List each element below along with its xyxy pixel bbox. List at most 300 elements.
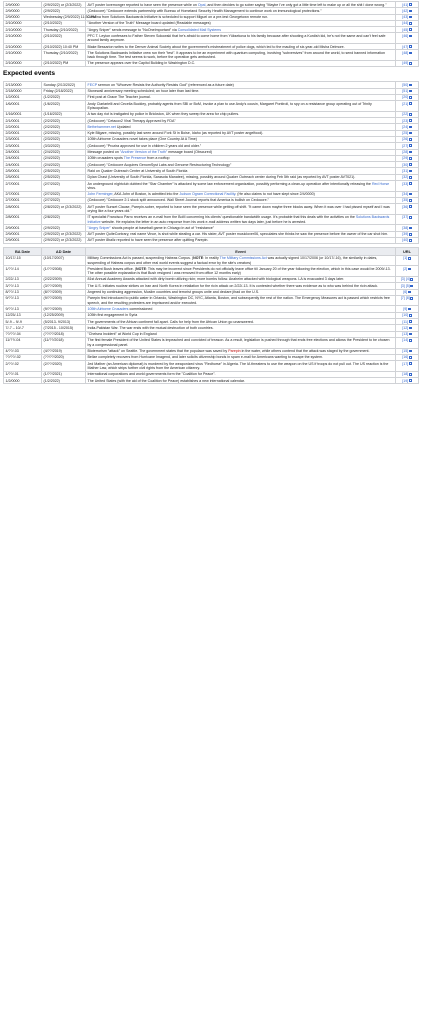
ad-date-cell: (2/??/2020)	[42, 361, 86, 372]
citation-link[interactable]: [3] [4]	[400, 277, 410, 282]
event-link[interactable]: The Military Commissions Act	[219, 256, 267, 261]
citation-link[interactable]: [7] [8]	[400, 296, 410, 301]
citation-link[interactable]: [30]	[402, 162, 409, 167]
citation-link[interactable]: [29]	[402, 156, 409, 161]
ba-date-cell: 2/18/0000	[4, 88, 42, 94]
external-link-icon	[409, 373, 412, 376]
event-text: 105th Airborne Crusaders novel takes place (One Country At A Time)	[87, 137, 197, 142]
ba-date-cell: 2/4/0001	[4, 149, 42, 155]
ad-date-cell: (2/9/2022) or (2/3/2022)	[42, 231, 86, 237]
citation-link[interactable]: [21]	[402, 101, 409, 106]
external-link-icon	[409, 45, 412, 48]
ba-date-cell: 2/8/0001	[4, 214, 42, 225]
event-text: Military Commissions Act is passed, suspending Habeas Corpus. (	[87, 256, 194, 261]
external-link-icon	[409, 227, 412, 230]
ba-date-cell: 7/-7 – 10/-7	[4, 325, 42, 331]
citation-link[interactable]: [16]	[402, 355, 409, 360]
external-link-icon	[409, 84, 412, 87]
external-link-icon	[409, 320, 412, 323]
external-link-icon	[409, 138, 412, 141]
ba-date-cell: 2/4/0001	[4, 155, 42, 161]
ad-date-cell: (1/2/2022)	[42, 378, 86, 384]
event-text: Angered by continuing aggression, Muslim countries and terrorist groups unite and declare jihad on the U.S.	[87, 290, 260, 295]
ba-date-cell: 2/1/0001	[4, 118, 42, 124]
external-link-icon	[409, 119, 412, 122]
event-text: The Solutions Backwards Initiative crew run their "test". It appears to be an experiment with quantum computing, involving "subversives" from around the world, to send banned information back through time. The test seems to work, before the operation gets ambushed.	[87, 50, 386, 60]
external-link-icon	[409, 199, 412, 202]
citation-link[interactable]: [40]	[402, 238, 409, 243]
event-cell	[86, 266, 396, 277]
event-cell	[86, 237, 396, 243]
ba-date-cell: 10/17/-15	[4, 255, 42, 266]
event-cell	[86, 33, 396, 44]
event-text: Carolina from Solutions Backwards Initiative is scheduled to support Miguel on a pre-test Georgetown remote run.	[87, 15, 269, 20]
ba-date-cell: 2/3/0001	[4, 136, 42, 142]
citation-link[interactable]: [39]	[402, 232, 409, 237]
citation-link[interactable]: [26]	[402, 137, 409, 142]
table-row	[4, 337, 419, 348]
event-cell	[86, 214, 396, 225]
ad-date-cell: (1/??/2008)	[42, 266, 86, 277]
event-text: (Cedocore) "Cedocore extends partnership with Bureau of Homeland Security Health Management to continue work on immunological protections."	[87, 8, 322, 13]
history-events-table	[3, 247, 419, 384]
event-text: An underground nightclub dubbed the "Star Chamber" is attacked by some law enforcement organization, possibly performing a clean-up operation after intentionally releasing the	[87, 181, 372, 186]
ad-date-cell: (3/3/2022)	[42, 143, 86, 149]
table-header-row	[4, 248, 419, 256]
ba-date-cell: 2/13/0000	[4, 82, 42, 88]
citation-link[interactable]: [45]	[402, 27, 409, 32]
event-link[interactable]: "Angry Sniper"	[87, 225, 111, 230]
event-text: shoots people at baseball game in Chicago in act of "resistance"	[110, 225, 215, 230]
citation-link[interactable]: [19]	[402, 378, 409, 383]
external-link-icon	[409, 362, 412, 365]
ad-date-cell: (2/5/2022)	[42, 168, 86, 174]
ba-date-cell: 2/22/-13	[4, 276, 42, 282]
event-text: "Angry Sniper" sends message to "NoOneImportant" via	[87, 27, 178, 32]
event-text: AVT poster lovemonger reported to have seen the presence while on	[87, 2, 198, 7]
event-text: website. He explains the letter in an auto response from his work e-mail address written two days later, just before he is arrested.	[100, 219, 307, 224]
event-text: Andy Ciarlarielli and Cecelia Buckley, probably agents from SBI or BoM, invoke a plan to use Andy's cousin, Margaret Pontiroli, to spy on a resistance group operating out of Trinity Episcopalian.	[87, 101, 372, 110]
table-row	[4, 181, 419, 192]
ad-date-cell: (2/7/2022)	[42, 197, 86, 203]
event-redlink[interactable]: Parepin	[228, 349, 241, 354]
citation-link[interactable]: [33]	[402, 181, 409, 186]
ad-date-cell: (2/4/2022)	[42, 149, 86, 155]
event-text: 105th crusaders spots	[87, 156, 124, 161]
event-text: AVT poster 8ballz reported to have seen the presence after quitting Parepin.	[87, 238, 209, 243]
ad-date-cell: (2/4/2022)	[42, 162, 86, 168]
ad-date-cell: (7/2015 - 10/2015)	[42, 325, 86, 331]
external-link-icon	[409, 379, 412, 382]
table-row	[4, 237, 419, 243]
event-text: The first female President of the United States is impeached and convicted of treason. As a result, legislation is pushed through that ends free elections and allows the President to be chosen by a congressional panel.	[87, 338, 390, 347]
event-link[interactable]: "Another Version of the Truth"	[119, 150, 168, 155]
event-link[interactable]: John Ferminger	[87, 192, 113, 197]
ba-date-cell: 9/??/-13	[4, 295, 42, 306]
ad-date-cell: Thursday (2/10/2022)	[42, 50, 86, 61]
ad-date-cell: (1/6/2022)	[42, 101, 86, 112]
ba-date-cell: 5/-9 – 9/-9	[4, 319, 42, 325]
url-cell	[396, 50, 419, 61]
ba-date-cell: 1/2/0000	[4, 378, 42, 384]
event-cell	[86, 101, 396, 112]
citation-link[interactable]: [44]	[402, 21, 409, 26]
ba-date-cell: 9/??/-13	[4, 306, 42, 312]
citation-link[interactable]: [32]	[402, 175, 409, 180]
ad-date-cell: (2/3/2022)	[42, 136, 86, 142]
event-link[interactable]: Bethehammer.net	[87, 124, 116, 129]
event-link[interactable]: Consolidated Mail Systems	[177, 27, 222, 32]
event-cell	[86, 181, 396, 192]
external-link-icon	[409, 216, 412, 219]
event-text: 81st Annual Academy Awards attacked with dirty bomb utilizing ricin; more bombs follow. Anaheim attacked with biological weapons. LA is evacuated 3 days later.	[87, 277, 345, 282]
event-cell	[86, 337, 396, 348]
ad-date-cell: (2/8/2022)	[42, 214, 86, 225]
citation-link[interactable]: [17]	[402, 361, 409, 366]
citation-link[interactable]: [24]	[402, 124, 409, 129]
url-cell	[396, 33, 419, 44]
ad-date-cell: (4/??/2019)	[42, 348, 86, 354]
ba-date-cell: 2/2/0001	[4, 124, 42, 130]
event-text: First post at Grace The Teacher journal.	[87, 95, 151, 100]
ad-date-cell: (10/17/2007)	[42, 255, 86, 266]
external-link-icon	[408, 257, 411, 260]
ad-date-cell: (2/5/2022)	[42, 174, 86, 180]
event-text: : In reality	[203, 256, 220, 261]
event-text: The governments of the African continent fall apart. Calls for help from the African Union go unanswered.	[87, 319, 254, 324]
event-link[interactable]: FECP	[87, 82, 98, 87]
event-text: Stonewall anniversary meeting scheduled; an hour later than last time.	[87, 89, 200, 94]
ad-date-cell: (11/??/2018)	[42, 337, 86, 348]
ad-date-cell: (2/2/2022)	[42, 118, 86, 124]
ad-date-cell: (2/4/2022)	[42, 155, 86, 161]
citation-link[interactable]: [49]	[402, 61, 409, 66]
external-link-icon	[409, 52, 412, 55]
ba-date-cell: 2/9/0001	[4, 231, 42, 237]
table-row	[4, 378, 419, 384]
citation-link[interactable]: [10]	[402, 313, 409, 318]
table-row	[4, 361, 419, 372]
ad-date-cell: (2/7/2022)	[42, 191, 86, 197]
ad-date-cell: Friday (2/18/2022)	[42, 88, 86, 94]
expected-events-heading: Expected events	[3, 70, 56, 78]
ba-date-cell: 2/2/0001	[4, 130, 42, 136]
ad-date-cell: (2/9/2022)	[42, 8, 86, 14]
citation-link[interactable]: [23]	[402, 118, 409, 123]
table-row	[4, 266, 419, 277]
citation-link[interactable]: [18]	[402, 372, 409, 377]
external-link-icon	[409, 339, 412, 342]
ba-date-cell: 1/6/0001	[4, 101, 42, 112]
event-text: (Cedocore) "Prozira approved for use in children 2 years old and older."	[87, 143, 202, 148]
event-text: The U.S. initiates nuclear strikes on Iran and North Korea in retaliation for the ricin attack on 2/22/-13. It is contested whether there was evidence as to who was behind the ricin attack.	[87, 283, 379, 288]
citation-link[interactable]: [42]	[402, 8, 409, 13]
external-link-icon	[409, 16, 412, 19]
url-cell	[396, 214, 419, 225]
event-cell	[86, 255, 396, 266]
ba-date-cell: 2/10/0000	[4, 44, 42, 50]
ba-date-cell: 2/10/0000	[4, 27, 42, 33]
event-text: , and then decides to go sober saying "Maybe I've only got a little time left to make up or all the shit I done wrong."	[205, 2, 387, 7]
event-link[interactable]: Red Horse	[371, 181, 390, 186]
ba-date-cell: 2/9/0000	[4, 8, 42, 14]
event-text: Parepin first introduced to public water in Orlando, Washington DC, NYC, Atlanta, Boston, and subsequently the rest of the nation. The Emergency Measures act is passed which restricts free speech, and the resulting protesters are imprisoned and/or executed.	[87, 296, 390, 305]
url-cell	[396, 181, 419, 192]
citation-link[interactable]: [47]	[402, 44, 409, 49]
citation-link[interactable]: [43]	[402, 15, 409, 20]
ad-date-cell: (12/25/2009)	[42, 312, 86, 318]
event-link[interactable]: The Presence	[123, 156, 147, 161]
external-link-icon	[409, 144, 412, 147]
event-text: Updated	[115, 124, 131, 129]
citation-link[interactable]: [37]	[402, 215, 409, 220]
event-text: NOTE	[193, 256, 204, 261]
ad-date-cell: Thursday (2/10/2022)	[42, 27, 86, 33]
citation-link[interactable]: [12]	[402, 325, 409, 330]
table-row	[4, 214, 419, 225]
ad-date-cell: (2/2/2022)	[42, 130, 86, 136]
ba-date-cell: 2/??/-02	[4, 361, 42, 372]
event-text: from a rooftop	[146, 156, 170, 161]
event-text: IT specialist Francisco Parro receives an e-mail from the BoM concerning his clients' questionable bandwidth usage. It's probable that this deals with the activities on the	[87, 215, 356, 220]
recent-events-body	[4, 2, 419, 67]
url-cell	[396, 295, 419, 306]
external-link-icon	[409, 10, 412, 13]
external-link-icon	[409, 113, 412, 116]
citation-link[interactable]: [14]	[402, 338, 409, 343]
external-link-icon	[409, 157, 412, 160]
event-cell	[86, 50, 396, 61]
external-link-icon	[409, 327, 412, 330]
external-link-icon	[409, 182, 412, 185]
citation-link[interactable]: [1]	[403, 256, 408, 261]
ad-date-cell: (??/??/2018)	[42, 331, 86, 337]
event-text: Bioterrorism "attack" on Seattle. The government states that the populace was saved by	[87, 349, 229, 354]
external-link-icon	[409, 151, 412, 154]
event-text: , AKA John of Boston, is admitted into the	[112, 192, 180, 197]
external-link-icon	[409, 193, 412, 196]
citation-link[interactable]: [34]	[402, 192, 409, 197]
event-link[interactable]: Opal	[197, 2, 206, 7]
citation-link[interactable]: [51]	[402, 89, 409, 94]
ba-date-cell: 2/9/0001	[4, 225, 42, 231]
recent-events-table	[3, 1, 419, 67]
event-text: : This may be incorrect since Presidents do not officially leave office till January 20 of the year following the election, which in this case would be 2009/-13. The other possible explanation is that Bush resigned / was removed from office 12 months early)	[87, 266, 391, 276]
ba-date-cell: 2/10/0000	[4, 20, 42, 26]
citation-link[interactable]: [15]	[402, 349, 409, 354]
ad-date-cell: (2/8/2022) or (2/3/2022)	[42, 204, 86, 215]
citation-link[interactable]: [2]	[403, 266, 408, 271]
citation-link[interactable]: [50]	[402, 82, 409, 87]
citation-link[interactable]: [46]	[402, 33, 409, 38]
ba-date-cell: 2/10/0000	[4, 33, 42, 44]
event-text: Raid on Quaker Outreach Center at University of South Florida	[87, 168, 188, 173]
citation-link[interactable]: [20]	[402, 95, 409, 100]
citation-link[interactable]: [36]	[402, 204, 409, 209]
url-cell	[396, 337, 419, 348]
ad-date-cell: (2/9/2022)	[42, 225, 86, 231]
ba-date-cell: 2/3/0001	[4, 143, 42, 149]
url-header: URL	[396, 248, 419, 256]
citation-link[interactable]: [31]	[402, 168, 409, 173]
citation-link[interactable]: [38]	[402, 225, 409, 230]
ad-date-cell: (1/2/2022)	[42, 94, 86, 100]
url-cell	[396, 255, 419, 266]
event-cell	[86, 60, 396, 66]
external-link-icon	[408, 308, 411, 311]
ad-date-header: AD Date	[42, 248, 86, 256]
ba-date-cell: 11/??/-04	[4, 337, 42, 348]
external-link-icon	[410, 278, 413, 281]
external-link-icon	[409, 176, 412, 179]
external-link-icon	[409, 132, 412, 135]
event-text: Belize completely recovers from Hurricane Imagend, and later solicits citizenship bonds in spam e-mail for Americans wanting to escape the system.	[87, 355, 323, 360]
ba-date-cell: 2/7/0001	[4, 197, 42, 203]
ba-date-cell: 1/16/0001	[4, 111, 42, 117]
ba-date-cell: 4/??/-03	[4, 348, 42, 354]
ba-date-cell: 2/4/0001	[4, 162, 42, 168]
history-events-body	[4, 255, 419, 384]
citation-link[interactable]: [25]	[402, 131, 409, 136]
ad-date-cell: Wednesday (2/9/2022) 11:30 PM	[43, 15, 96, 20]
external-link-icon	[409, 333, 412, 336]
external-link-icon	[409, 3, 412, 6]
ba-date-cell: 3/??/-13	[4, 283, 42, 289]
url-cell	[396, 361, 419, 372]
external-link-icon	[409, 350, 412, 353]
ad-date-cell: Sunday (2/13/2022)	[42, 82, 86, 88]
event-text: Kyle Bilgare, missing, possibly last seen around Fork St in Boise, Idaho (as reported by AVT poster angelfood).	[87, 131, 264, 136]
ba-date-cell: 2/7/0001	[4, 191, 42, 197]
url-cell	[396, 101, 419, 112]
url-cell	[396, 237, 419, 243]
external-link-icon	[409, 96, 412, 99]
event-header: Event	[86, 248, 396, 256]
url-cell	[396, 378, 419, 384]
event-text: AVT poster Sunset Clause, Parepin-sober, reported to have seen the presence while getting off shift. "It came down maybe three blocks away. When it was over I had pissed myself and I was crying like a four years old."	[87, 204, 390, 213]
event-text: virus.	[87, 185, 97, 190]
event-text: (Cedocore) "Cetacox2 Viral Therapy Approved by FDA"	[87, 118, 176, 123]
ad-date-cell: (2/9/2022) or (2/3/2022)	[42, 2, 86, 8]
citation-link[interactable]: [22]	[402, 112, 409, 117]
ad-date-cell: (2/10/2022) PM	[42, 60, 86, 66]
external-link-icon	[409, 22, 412, 25]
event-link[interactable]: Judson Ogram Correctional Facility	[179, 192, 236, 197]
event-text: Jed Mather (an American diplomat) is murdered by the weaponized virus "Redhorse" in Algeria. The IA threatens to use the weapon on the US if troops do not pull out. The US reaction is the Mather Law, which strips further civil rights from the American citizenry.	[87, 361, 389, 370]
external-link-icon	[409, 126, 412, 129]
ba-date-cell: 2/9/0001	[4, 237, 42, 243]
event-text: commissioned	[128, 306, 153, 311]
ba-date-cell: 2/5/0001	[4, 174, 42, 180]
ba-date-cell: 2/9/0000	[4, 14, 42, 20]
ba-date-cell: 2/7/0001	[4, 181, 42, 192]
ad-date-cell: (9/??/2009)	[42, 306, 86, 312]
ad-date-cell: (2/9/2022) or (2/3/2022)	[42, 237, 86, 243]
expected-events-table	[3, 81, 419, 244]
external-link-icon	[409, 90, 412, 93]
event-cell	[86, 361, 396, 372]
event-text: A two day riot is instigated by police in Brickston, UK when they sweep the area for chip pullers.	[87, 112, 240, 117]
event-text: sermon on "Whoever Resists the Authority Resists God" (referenced as a future date)	[97, 82, 234, 87]
event-text: India-Pakistan War. The war ends with the mutual destruction of both countries.	[87, 325, 214, 330]
external-link-icon	[408, 268, 411, 271]
citation-link[interactable]: [48]	[402, 50, 409, 55]
event-text: (Cedocore) "Cedocore 2:1 stock split announced. Wall Street Journal reports that America is bullish on Cedocore."	[87, 198, 269, 203]
citation-link[interactable]: [13]	[402, 332, 409, 337]
event-text: Blake Bessarion writes to the Denver Animal Society about the government's mistreatment of police dogs, which led to the mauling of six-year-old Misha Delmore.	[87, 44, 345, 49]
ba-date-header: BA Date	[4, 248, 42, 256]
ad-date-cell: (2/22/2009)	[42, 276, 86, 282]
table-row	[4, 33, 419, 44]
event-cell	[86, 204, 396, 215]
external-link-icon	[409, 356, 412, 359]
event-text: "Chelsea Incident" at World Cup in England	[87, 332, 157, 337]
ad-date-cell: (5/2013- 9/2013)	[42, 319, 86, 325]
external-link-icon	[409, 163, 412, 166]
citation-link[interactable]: [11]	[402, 319, 409, 324]
ad-date-cell: (8/??/2009)	[42, 289, 86, 295]
event-text: 105th first engagement in Syria	[87, 313, 138, 318]
external-link-icon	[410, 285, 413, 288]
table-row	[4, 295, 419, 306]
event-link[interactable]: 105th Airborne Crusaders	[87, 306, 129, 311]
event-text: message board (Obscured)	[167, 150, 212, 155]
event-text: Message posted on	[87, 150, 120, 155]
event-cell	[86, 378, 396, 384]
event-text: . (He also claims to not have slept since 2/4/0000)	[235, 192, 315, 197]
external-link-icon	[409, 35, 412, 38]
citation-link[interactable]: [41]	[402, 2, 409, 7]
ba-date-cell: 2/10/0000	[4, 50, 42, 61]
external-link-icon	[408, 291, 411, 294]
ba-date-cell: 2/5/0001	[4, 168, 42, 174]
external-link-icon	[409, 62, 412, 65]
ad-date-cell: (2/10/2022)	[42, 33, 86, 44]
external-link-icon	[409, 205, 412, 208]
event-link[interactable]: Solutions Backwards Initiative	[87, 215, 390, 224]
event-text: International corporations and world governments form the "Coalition for Peace".	[87, 372, 216, 377]
citation-link[interactable]: [27]	[402, 143, 409, 148]
ba-date-cell: 1/??/-01	[4, 371, 42, 377]
ad-date-cell: (2/10/2022)	[42, 20, 86, 26]
citation-link[interactable]: [9]	[403, 306, 408, 311]
external-link-icon	[409, 170, 412, 173]
url-cell	[396, 204, 419, 215]
citation-link[interactable]: [6]	[403, 290, 408, 295]
event-text: The presence appears over the Capitol Building in Washington D.C.	[87, 61, 196, 66]
external-link-icon	[409, 239, 412, 242]
table-row	[4, 60, 419, 66]
citation-link[interactable]: [3] [5]	[400, 283, 410, 288]
event-text: PFC T. Leyton confesses to Father Steven Sokowski that he's afraid to come home from Yüksekova to his family because after shooting a Kurdish kid, he's not the same and can't feel safe around family anymore.	[87, 33, 386, 43]
event-text: Dylan Chast (University of South Florida, Sarasota Manatee), missing, possibly around Quaker Outreach center during Feb 5th raid (as reported by AVT poster AVT021).	[87, 175, 356, 180]
ba-date-cell: 1/2/0001	[4, 94, 42, 100]
ad-date-cell: (9/??/2009)	[42, 295, 86, 306]
event-text: in the water, while others contend that the attack was staged by the government.	[240, 349, 370, 354]
event-text: The United States (with the aid of the Coalition for Peace) establishes a new international calendar.	[87, 378, 245, 383]
ad-date-cell: (1/??/2021)	[42, 371, 86, 377]
ad-date-cell: (2/2/2022)	[42, 124, 86, 130]
ba-date-cell: 2/8/0001	[4, 204, 42, 215]
event-text: "Another Version of the Truth" Message board updated (Readable messages)	[87, 21, 211, 26]
table-row	[4, 50, 419, 61]
citation-link[interactable]: [28]	[402, 150, 409, 155]
table-row	[4, 204, 419, 215]
expected-events-body	[4, 82, 419, 244]
event-text: was actually signed 10/17/2006 (or 10/17/-16), the similarity in dates, suspending of Habeas corpus and other real world events suggest a factual error by the site's creators)	[87, 256, 378, 265]
citation-link[interactable]: [35]	[402, 198, 409, 203]
event-text: AVT poster QuiteContrary, real name Vince, is shot while stealing a car. His sister, AVT poster musiclover06, speculates she thinks he saw the presence before the owner of the car shot him.	[87, 232, 389, 237]
